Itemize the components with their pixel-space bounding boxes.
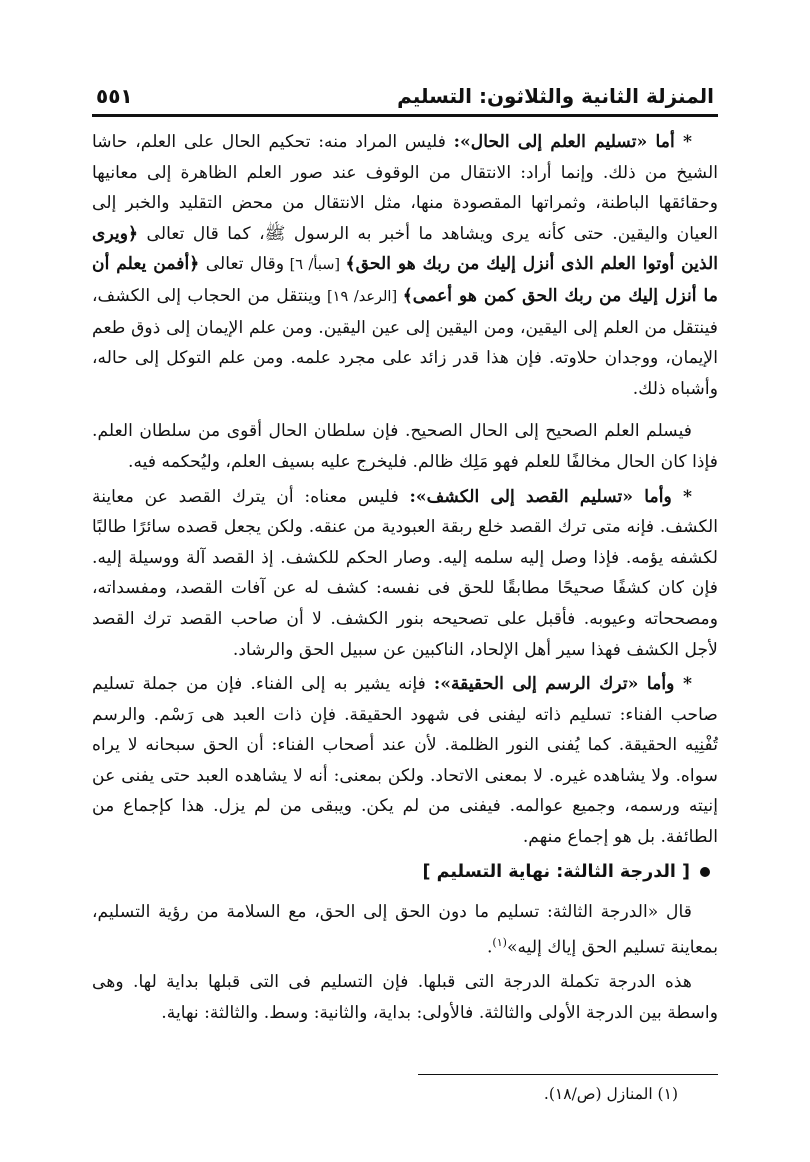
quran-verse-1: ﴿ويرى الذين أوتوا العلم الذى أنزل إليك من ربك هو الحق﴾ (92, 223, 718, 275)
paragraph-4 (92, 669, 718, 853)
paragraph-5 (92, 897, 718, 963)
paragraph-5-tail: . (486, 937, 493, 958)
page-header (92, 84, 718, 112)
paragraph-1 (92, 127, 718, 404)
paragraph-2-text: فيسلم العلم الصحيح إلى الحال الصحيح. فإن سلطان الحال أقوى من سلطان العلم. فإذا كان الحال مخالفًا للعلم فهو مَلِك ظالم. فليخرج عليه بسيف العلم، وليُحكمه فيه. (92, 421, 718, 472)
header-rule (92, 114, 718, 117)
paragraph-6-text: هذه الدرجة تكملة الدرجة التى قبلها. فإن التسليم فى التى قبلها بداية لها. وهى واسطة بين الدرجة الأولى والثالثة. فالأولى: بداية، والثانية: وسط. والثالثة: نهاية. (92, 972, 718, 1023)
quran-verse-2: ﴿أفمن يعلم أن ما أنزل إليك من ربك الحق كمن هو أعمى﴾ (92, 254, 718, 306)
footnote-rule (418, 1074, 718, 1075)
paragraph-3-text: فليس معناه: أن يترك القصد عن معاينة الكشف. فإنه متى ترك القصد خلع ربقة العبودية من عنقه. ولكن يجعل قصده سائرًا طالبًا لكشفه يؤمه. فإذا وصل إليه سلمه إليه. وصار الحكم للكشف. إذ القصد آلة ووسيلة إليه. فإن كان كشفًا صحيحًا مطابقًا للحق فى نفسه: كشف له عن آفات القصد، ومفسداته، ومصححاته وعيوبه. فأقبل على تصحيحه بنور الكشف. لا أن صاحب القصد ترك القصد لأجل الكشف فهذا سير أهل الإلحاد، الناكبين عن سبيل الحق والرشاد. (92, 486, 718, 660)
body-text (92, 127, 718, 1028)
page-number: ٥٥١ (96, 84, 133, 108)
paragraph-4-text: فإنه يشير به إلى الفناء. فإن من جملة تسليم صاحب الفناء: تسليم ذاته ليفنى فى شهود الحقيقة. فإن ذات العبد هى رَسْم. والرسم تُفْنِيه الحقيقة. كما يُفنى النور الظلمة. لأن عند أصحاب الفناء: أن الحق سبحانه لا يراه سواه. ولا يشاهده غيره. لا بمعنى الاتحاد. ولكن بمعنى: أنه لا يشاهده العبد حتى يفنى عن إنيته ورسمه، وجميع عوالمه. فيفنى من لم يكن. ويبقى من لم يزل. هذا كإجماع من الطائفة. بل هو إجماع منهم. (92, 674, 718, 848)
verse-ref-2: [الرعد/ ١٩] (321, 288, 403, 305)
paragraph-1-text-3: وينتقل من الحجاب إلى الكشف، فينتقل من العلم إلى اليقين، ومن اليقين إلى عين اليقين. ومن علم الإيمان إلى ذوق طعم الإيمان، ووجدان حلاوته. فإن هذا قدر زائد على مجرد علمه. ومن علم التوكل إلى حاله، وأشباه ذلك. (92, 285, 718, 399)
paragraph-4-lead: * وأما «ترك الرسم إلى الحقيقة»: (433, 674, 692, 695)
verse-ref-1: [سبأ/ ٦] (284, 257, 346, 274)
running-title: المنزلة الثانية والثلاثون: التسليم (397, 84, 714, 108)
paragraph-1-text-2: وقال تعالى (199, 254, 285, 275)
paragraph-5-text: قال «الدرجة الثالثة: تسليم ما دون الحق إلى الحق، مع السلامة من رؤية التسليم، بمعاينة تسليم الحق إياك إليه» (92, 902, 718, 958)
bullet-icon (700, 867, 710, 877)
footnote-marker[interactable]: (١) (492, 935, 507, 949)
section-heading (92, 857, 718, 888)
paragraph-3 (92, 482, 718, 666)
paragraph-1-lead: * أما «تسليم العلم إلى الحال»: (453, 132, 692, 152)
paragraph-3-lead: * وأما «تسليم القصد إلى الكشف»: (409, 486, 692, 507)
paragraph-2 (92, 416, 718, 477)
section-heading-text: [ الدرجة الثالثة: نهاية التسليم ] (422, 861, 690, 882)
paragraph-6 (92, 967, 718, 1028)
footnote: (١) المنازل (ص/١٨). (543, 1085, 678, 1104)
paragraph-1-text-1: فليس المراد منه: تحكيم الحال على العلم، حاشا الشيخ من ذلك. وإنما أراد: الانتقال من الوقوف عند صور العلم الظاهرة إلى معانيها وحقائقها الباطنة، وثمراتها المقصودة منها، مثل الانتقال من محض التقليد والخبر إلى العيان واليقين. حتى كأنه يرى ويشاهد ما أخبر به الرسول ﷺ، كما قال تعالى (92, 132, 718, 244)
